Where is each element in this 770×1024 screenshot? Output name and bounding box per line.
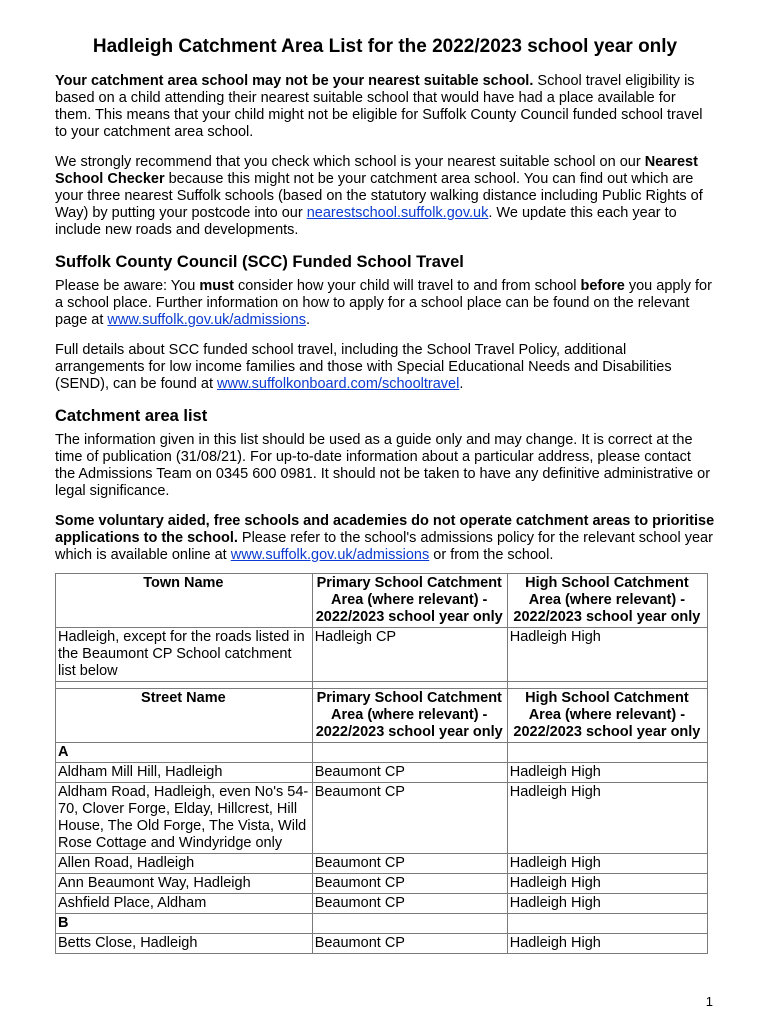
- intro-paragraph: [55, 73, 715, 141]
- schooltravel-link[interactable]: www.suffolkonboard.com/schooltravel: [217, 376, 460, 392]
- recommend-text-2: because this might not be your catchment area school. You can find out which are your three nearest Suffolk schools (based on the statutory walking distance including Public Rights of Way) by putting your postcode into our: [55, 171, 703, 221]
- document-page: [55, 36, 715, 954]
- table-row: [56, 763, 708, 783]
- high-cell: Hadleigh High: [507, 934, 707, 954]
- primary-cell: Beaumont CP: [312, 894, 507, 914]
- header-street-name: Street Name: [56, 689, 313, 743]
- table-row: [56, 854, 708, 874]
- street-cell: Aldham Mill Hill, Hadleigh: [56, 763, 313, 783]
- voluntary-text-2: or from the school.: [429, 547, 554, 563]
- table-header-row-2: [56, 689, 708, 743]
- catchment-table: [55, 573, 708, 954]
- letter-b: B: [56, 914, 313, 934]
- primary-cell: Beaumont CP: [312, 934, 507, 954]
- header-primary-2: Primary School Catchment Area (where relevant) - 2022/2023 school year only: [312, 689, 507, 743]
- town-cell: Hadleigh, except for the roads listed in the Beaumont CP School catchment list below: [56, 628, 313, 682]
- voluntary-bold: Some voluntary aided, free schools and academies do not operate catchment areas to prioritise applications to the school.: [55, 513, 715, 546]
- high-cell: Hadleigh High: [507, 763, 707, 783]
- street-cell: Allen Road, Hadleigh: [56, 854, 313, 874]
- table-gap: [56, 682, 708, 689]
- aware-bold-1: must: [199, 278, 234, 294]
- table-row: [56, 934, 708, 954]
- recommend-text-3: . We update this each year to include new roads and developments.: [55, 205, 677, 238]
- intro-rest: School travel eligibility is based on a child attending their nearest suitable school that would have had a place available for them. This means that your child might not be eligible for Suffolk County Council funded school travel to your catchment area school.: [55, 73, 703, 140]
- details-paragraph: [55, 342, 715, 393]
- primary-cell: Beaumont CP: [312, 874, 507, 894]
- aware-bold-2: before: [580, 278, 625, 294]
- list-heading: Catchment area list: [55, 407, 208, 425]
- table-row: [56, 628, 708, 682]
- primary-cell: Beaumont CP: [312, 854, 507, 874]
- high-cell: Hadleigh High: [507, 628, 707, 682]
- intro-bold: Your catchment area school may not be your nearest suitable school.: [55, 73, 534, 89]
- travel-heading: Suffolk County Council (SCC) Funded School Travel: [55, 253, 464, 271]
- aware-text-4: .: [305, 312, 310, 328]
- primary-cell: Beaumont CP: [312, 763, 507, 783]
- street-cell: Ashfield Place, Aldham: [56, 894, 313, 914]
- high-cell: Hadleigh High: [507, 874, 707, 894]
- table-row: [56, 783, 708, 854]
- info-paragraph: The information given in this list should be used as a guide only and may change. It is correct at the time of publication (31/08/21). For up-to-date information about a particular address, please contact the Admissions Team on 0345 600 0981. It should not be taken to have any definitive administrative or legal significance.: [55, 432, 711, 499]
- header-primary: Primary School Catchment Area (where relevant) - 2022/2023 school year only: [312, 574, 507, 628]
- page-number: 1: [705, 994, 713, 1009]
- primary-cell: Hadleigh CP: [312, 628, 507, 682]
- high-cell: Hadleigh High: [507, 894, 707, 914]
- details-text-2: .: [459, 376, 464, 392]
- aware-paragraph: [55, 278, 715, 329]
- high-cell: Hadleigh High: [507, 854, 707, 874]
- street-cell: Betts Close, Hadleigh: [56, 934, 313, 954]
- header-high: High School Catchment Area (where relevant) - 2022/2023 school year only: [507, 574, 707, 628]
- letter-row: [56, 914, 708, 934]
- high-cell: Hadleigh High: [507, 783, 707, 854]
- aware-text-1: Please be aware: You: [55, 278, 200, 294]
- letter-row: [56, 743, 708, 763]
- details-text-1: Full details about SCC funded school travel, including the School Travel Policy, additional arrangements for low income families and those with Special Educational Needs and Disabilities (SEND), can be found at: [55, 342, 672, 392]
- aware-text-3: you apply for a school place. Further information on how to apply for a school place can be found on the relevant page at: [55, 278, 712, 328]
- page-title: Hadleigh Catchment Area List for the 2022/2023 school year only: [92, 36, 678, 57]
- street-cell: Ann Beaumont Way, Hadleigh: [56, 874, 313, 894]
- table-row: [56, 874, 708, 894]
- letter-a: A: [56, 743, 313, 763]
- aware-text-2: consider how your child will travel to and from school: [233, 278, 581, 294]
- recommend-bold: Nearest School Checker: [55, 154, 698, 187]
- header-high-2: High School Catchment Area (where relevant) - 2022/2023 school year only: [507, 689, 707, 743]
- table-header-row: [56, 574, 708, 628]
- recommend-paragraph: [55, 154, 715, 239]
- admissions-link-2[interactable]: www.suffolk.gov.uk/admissions: [230, 547, 430, 563]
- voluntary-text-1: Please refer to the school's admissions policy for the relevant school year which is available online at: [55, 530, 713, 563]
- street-cell: Aldham Road, Hadleigh, even No's 54-70, Clover Forge, Elday, Hillcrest, Hill House, The Old Forge, The Vista, Wild Rose Cottage and Windyridge only: [56, 783, 313, 854]
- voluntary-paragraph: [55, 513, 715, 564]
- table-row: [56, 894, 708, 914]
- admissions-link[interactable]: www.suffolk.gov.uk/admissions: [107, 312, 306, 328]
- header-town-name: Town Name: [56, 574, 313, 628]
- primary-cell: Beaumont CP: [312, 783, 507, 854]
- recommend-text-1: We strongly recommend that you check which school is your nearest suitable school on our: [55, 154, 645, 170]
- nearest-school-link[interactable]: nearestschool.suffolk.gov.uk: [306, 205, 489, 221]
